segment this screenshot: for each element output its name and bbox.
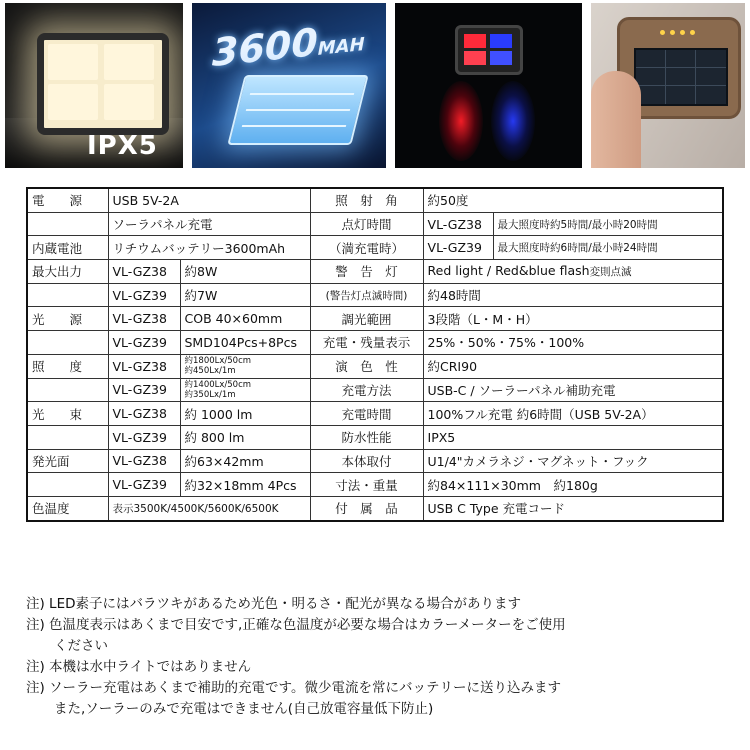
light-source-value-38: COB 40×60mm (180, 307, 310, 331)
cri-label: 演 色 性 (310, 354, 423, 378)
light-time-label: 点灯時間 (310, 212, 423, 236)
spec-table (26, 187, 724, 522)
note-solar-aux-cont: また,ソーラーのみで充電はできません(自己放電容量低下防止) (54, 701, 434, 717)
cri-value: 約CRI90 (423, 354, 723, 378)
warning-lamp (455, 25, 523, 75)
luminous-flux-model-38: VL-GZ38 (108, 402, 180, 426)
size-weight-value: 約84×111×30mm 約180g (423, 473, 723, 497)
max-output-value-39: 約7W (180, 283, 310, 307)
warning-mode-text: Red light / Red&blue flash (427, 263, 590, 279)
luminous-flux-label: 光 束 (27, 402, 108, 426)
illuminance-model-39: VL-GZ39 (108, 378, 180, 402)
charge-level-label: 充電・残量表示 (310, 331, 423, 355)
emitting-area-value-39: 約32×18mm 4Pcs (180, 473, 310, 497)
power-label: 電 源 (27, 188, 108, 212)
warning-light-label: 警 告 灯 (310, 260, 423, 284)
charge-method-value: USB-C / ソーラーパネル補助充電 (423, 378, 723, 402)
color-temp-value: 表示3500K/4500K/5600K/6500K (108, 496, 310, 520)
photo-battery (192, 3, 386, 168)
illuminance-39-1m: 約350Lx/1m (184, 389, 236, 400)
emitting-area-label: 発光面 (27, 449, 108, 473)
luminous-flux-value-38: 約 1000 lm (180, 402, 310, 426)
capacity-number: 3600 (212, 19, 318, 76)
light-time-value-39: 最大照度時約6時間/最小時24時間 (493, 236, 723, 260)
photo-lamp-ipx5 (5, 3, 183, 168)
dimming-label: 調光範囲 (310, 307, 423, 331)
light-source-label: 光 源 (27, 307, 108, 331)
max-output-model-39: VL-GZ39 (108, 283, 180, 307)
emitting-area-model-38: VL-GZ38 (108, 449, 180, 473)
dimming-value: 3段階（L・M・H） (423, 307, 723, 331)
note-not-underwater: 注) 本機は水中ライトではありません (26, 659, 252, 675)
max-output-value-38: 約8W (180, 260, 310, 284)
photo-solar-panel (591, 3, 745, 168)
light-time-model-38: VL-GZ38 (423, 212, 493, 236)
note-color-temp-cont: ください (54, 638, 108, 654)
illuminance-38-1m: 約450Lx/1m (184, 366, 236, 377)
ipx5-caption: IPX5 (87, 131, 158, 161)
blue-glow (491, 81, 535, 161)
waterproof-label: 防水性能 (310, 425, 423, 449)
photo-warning-light (395, 3, 582, 168)
warning-mode-value (423, 260, 723, 284)
mount-label: 本体取付 (310, 449, 423, 473)
note-color-temp: 注) 色温度表示はあくまで目安です,正確な色温度が必要な場合はカラーメーターをご使用 (26, 617, 566, 633)
angle-label: 照 射 角 (310, 188, 423, 212)
angle-value: 約50度 (423, 188, 723, 212)
accessory-label: 付 属 品 (310, 496, 423, 520)
light-time-model-39: VL-GZ39 (423, 236, 493, 260)
charge-method-label: 充電方法 (310, 378, 423, 402)
warning-blink-time-label: (警告灯点滅時間) (310, 283, 423, 307)
product-photo-strip (0, 0, 750, 175)
light-source-value-39: SMD104Pcs+8Pcs (180, 331, 310, 355)
size-weight-label: 寸法・重量 (310, 473, 423, 497)
note-led-variance: 注) LED素子にはバラツキがあるため光色・明るさ・配光が異なる場合があります (26, 596, 522, 612)
capacity-unit: MAH (317, 33, 365, 60)
charge-time-value: 100%フル充電 約6時間（USB 5V-2A） (423, 402, 723, 426)
emitting-area-value-38: 約63×42mm (180, 449, 310, 473)
max-output-model-38: VL-GZ38 (108, 260, 180, 284)
charge-level-value: 25%・50%・75%・100% (423, 331, 723, 355)
mount-value: U1/4"カメラネジ・マグネット・フック (423, 449, 723, 473)
note-solar-aux: 注) ソーラー充電はあくまで補助的充電です。微少電流を常にバッテリーに送り込みます (26, 680, 561, 696)
illuminance-label: 照 度 (27, 354, 108, 378)
light-time-value-38: 最大照度時約5時間/最小時20時間 (493, 212, 723, 236)
battery-capacity-caption (212, 15, 365, 75)
accessory-value: USB C Type 充電コード (423, 496, 723, 520)
power-value-usb: USB 5V-2A (108, 188, 310, 212)
luminous-flux-model-39: VL-GZ39 (108, 425, 180, 449)
illuminance-value-39 (180, 378, 310, 402)
hand-image (591, 71, 641, 168)
red-glow (439, 81, 483, 161)
full-charge-label: （満充電時） (310, 236, 423, 260)
notes-section (26, 594, 726, 720)
warning-blink-time-value: 約48時間 (423, 283, 723, 307)
lamp-light-panel (37, 33, 169, 135)
max-output-label: 最大出力 (27, 260, 108, 284)
battery-value: リチウムバッテリー3600mAh (108, 236, 310, 260)
illuminance-model-38: VL-GZ38 (108, 354, 180, 378)
luminous-flux-value-39: 約 800 lm (180, 425, 310, 449)
emitting-area-model-39: VL-GZ39 (108, 473, 180, 497)
color-temp-label: 色温度 (27, 496, 108, 520)
illuminance-38-50cm: 約1800Lx/50cm (184, 356, 252, 367)
solar-panel-image (634, 48, 728, 106)
waterproof-value: IPX5 (423, 425, 723, 449)
light-source-model-38: VL-GZ38 (108, 307, 180, 331)
charge-time-label: 充電時間 (310, 402, 423, 426)
power-value-solar: ソーラパネル充電 (108, 212, 310, 236)
illuminance-value-38 (180, 354, 310, 378)
light-source-model-39: VL-GZ39 (108, 331, 180, 355)
battery-label: 内蔵電池 (27, 236, 108, 260)
illuminance-39-50cm: 約1400Lx/50cm (184, 379, 252, 390)
warning-mode-suffix: 変則点滅 (589, 266, 632, 279)
battery-cell-image (227, 75, 368, 145)
